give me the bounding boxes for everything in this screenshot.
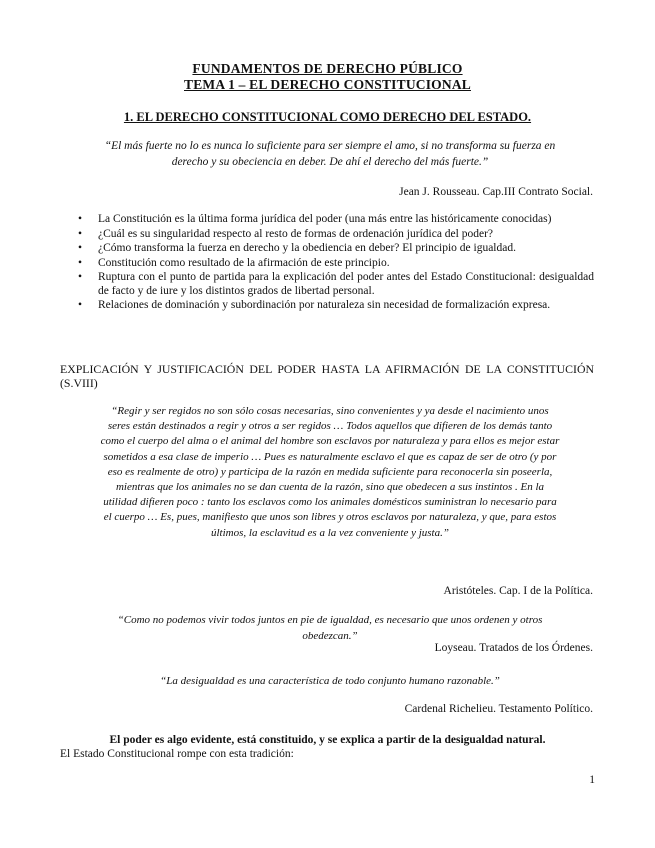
document-title: FUNDAMENTOS DE DERECHO PÚBLICO bbox=[192, 61, 463, 76]
conclusion-bold: El poder es algo evidente, está constituido, y se explica a partir de la desigualdad natural. bbox=[109, 734, 546, 746]
quote-aristoteles: “Regir y ser regidos no son sólo cosas necesarias, sino convenientes y ya desde el nacimiento unos seres están destinados a regir y otros a ser regidos … Todos aquellos que difieren de los demás tanto como el cuerpo del alma o el animal del hombre son esclavos por naturaleza y para ellos es mejor estar sometidos a esa clase de imperio … Pues es naturalmente esclavo el que es capaz de ser de otro (y por eso es realmente de otro) y participa de la razón en medida suficiente para reconocerla sin poseerla, mientras que los animales no se dan cuenta de la razón, sino que obedecen a sus instintos . En la utilidad difieren poco : tanto los esclavos como los animales domésticos suministran lo necesario para el cuerpo … Es, pues, manifiesto que unos son libres y otros esclavos por naturaleza, y que, para estos últimos, la esclavitud es a la vez conveniente y justa.” bbox=[100, 405, 560, 539]
bullet-item: • ¿Cuál es su singularidad respecto al resto de formas de ordenación jurídica del poder? bbox=[62, 228, 594, 242]
attribution-rousseau: Jean J. Rousseau. Cap.III Contrato Social. bbox=[399, 186, 593, 198]
attribution-aristoteles: Aristóteles. Cap. I de la Política. bbox=[443, 585, 593, 597]
quote-richelieu: “La desigualdad es una característica de todo conjunto humano razonable.” bbox=[160, 675, 500, 687]
quote-rousseau: “El más fuerte no lo es nunca lo suficiente para ser siempre el amo, si no transforma su fuerza en derecho y su obeciencia en deber. De ahí el derecho del más fuerte.” bbox=[104, 140, 556, 168]
bullet-item: • La Constitución es la última forma jurídica del poder (una más entre las históricamente conocidas) bbox=[62, 213, 594, 227]
section-heading: 1. EL DERECHO CONSTITUCIONAL COMO DERECHO DEL ESTADO. bbox=[123, 110, 532, 124]
conclusion-text: El Estado Constitucional rompe con esta tradición: bbox=[60, 748, 294, 760]
page-number: 1 bbox=[589, 774, 595, 786]
attribution-loyseau: Loyseau. Tratados de los Órdenes. bbox=[434, 642, 593, 654]
bullet-item: • ¿Cómo transforma la fuerza en derecho y la obediencia en deber? El principio de igualdad. bbox=[62, 242, 594, 256]
quote-loyseau: “Como no podemos vivir todos juntos en pie de igualdad, es necesario que unos ordenen y otros obedezcan.” bbox=[117, 614, 543, 642]
bullet-item: • Relaciones de dominación y subordinación por naturaleza sin necesidad de formalización expresa. bbox=[62, 299, 594, 313]
bullet-item: • Ruptura con el punto de partida para la explicación del poder antes del Estado Constitucional: desigualdad de facto y de iure y los distintos grados de libertad personal. bbox=[62, 271, 594, 298]
bullet-item: • Constitución como resultado de la afirmación de este principio. bbox=[62, 257, 594, 271]
explanation-heading: EXPLICACIÓN Y JUSTIFICACIÓN DEL PODER HASTA LA AFIRMACIÓN DE LA CONSTITUCIÓN (S.VIII) bbox=[60, 362, 594, 390]
document-subtitle: TEMA 1 – EL DERECHO CONSTITUCIONAL bbox=[184, 77, 471, 92]
attribution-richelieu: Cardenal Richelieu. Testamento Político. bbox=[404, 703, 593, 715]
bullet-list bbox=[62, 213, 594, 314]
